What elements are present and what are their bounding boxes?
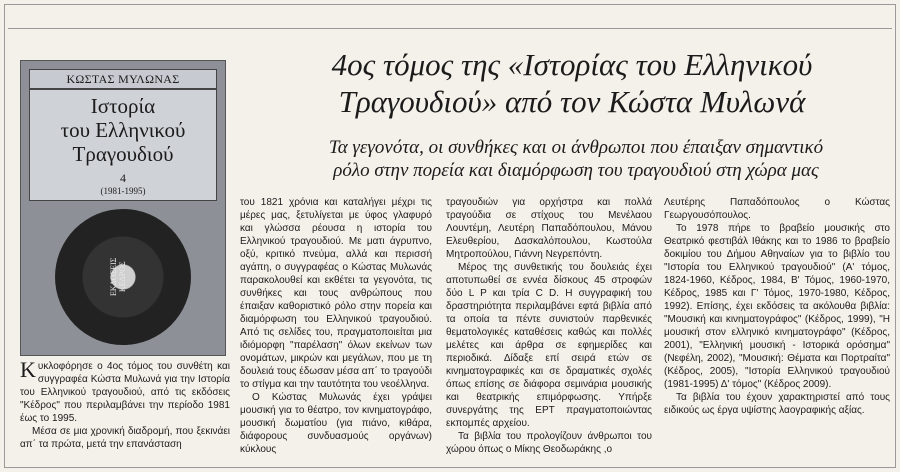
col3-paragraph-1: τραγουδιών για ορχήστρα και πολλά τραγούδια σε στίχους του Μενέλαου Λουντέμη, Λευτέρη Παπαδόπουλου, Μάνου Ελευθερίου, Δασκαλόπουλου, Κωστούλα Μητροπούλου, Γιάννη Νεγρεπόντη. xyxy=(446,197,652,260)
col1-p1-text: υκλοφόρησε ο 4ος τόμος του συνθέτη και συγγραφέα Κώστα Μυλωνά για την Ιστορία του Ελληνικού τραγουδιού, από τις εκδόσεις "Κέδρος" που περιλαμβάνει την περίοδο 1981 έως το 1995. xyxy=(20,361,230,424)
subhead-line2: ρόλο στην πορεία και διαμόρφωση του τραγουδιού στη χώρα μας xyxy=(333,160,819,181)
headline xyxy=(252,46,892,120)
col2-paragraph-2: Ο Κώστας Μυλωνάς έχει γράψει μουσική για το θέατρο, τον κινηματογράφο, μουσική δωματίου (για πιάνο, κιθάρα, διάφορους συνδυασμούς οργάνων) κύκλους xyxy=(240,392,432,455)
col3-paragraph-3: Τα βιβλία του προλογίζουν άνθρωποι του χώρου όπως ο Μίκης Θεοδωράκης ,ο xyxy=(446,431,652,455)
cover-title-line3: Τραγουδιού xyxy=(72,142,174,166)
column-1 xyxy=(20,357,230,451)
col1-paragraph-2: Μέσα σε μια χρονική διαδρομή, που ξεκινάει απ΄ τα πρώτα, μετά την επανάσταση xyxy=(20,426,230,450)
subhead-line1: Τα γεγονότα, οι συνθήκες και οι άνθρωποι που έπαιξαν σημαντικό xyxy=(328,137,824,158)
cover-title xyxy=(29,89,217,201)
headline-line1: 4ος τόμος της «Ιστορίας του Ελληνικού xyxy=(331,47,813,82)
col3-paragraph-2: Μέρος της συνθετικής του δουλειάς έχει αποτυπωθεί σε εννέα δίσκους 45 στροφών δύο L P και τρία C D. Η συγγραφική του δραστηριότητα περιλαμβάνει εφτά βιβλία από τα οποία τα πέντε συνιστούν παρθενικές θεματολογικές καταθέσεις καθώς και πολλές μελέτες και άρθρα σε εφημερίδες και περιοδικά. Δίδαξε επί σειρά ετών σε κινηματογραφικές και σε δραματικές σχολές όπως επίσης σε διάφορα σεμινάρια μουσικής και θεατρικής επιμόρφωσης. Υπήρξε συνεργάτης της ΕΡΤ πραγματοποιώντας εκπομπές αρχείου. xyxy=(446,262,652,429)
col1-paragraph-1 xyxy=(20,357,230,425)
col4-paragraph-1: Λευτέρης Παπαδόπουλος ο Κώστας Γεωργουσόπουλος. xyxy=(664,197,890,221)
disc-label: ΕΚΔΟΣΕΙΣ ΚΕΔΡΟΣ xyxy=(109,257,127,297)
column-2 xyxy=(240,196,432,456)
subheadline xyxy=(266,136,886,182)
col2-paragraph-1: του 1821 χρόνια και καταλήγει μέχρι τις μέρες μας, ξετυλίγεται με ύφος γλαφυρό και γλώσσα ρέουσα η ιστορία του Ελληνικού τραγουδιού. Με ματι άγρυπνο, οξύ, κριτικό πνεύμα, αλλά και περισσή αγάπη, ο συγγραφέας ο Κώστας Μυλωνάς παρακολουθεί και εκθέτει τα γεγονότα, τις συνθήκες και τους ανθρώπους που έπαιξαν καθοριστικό ρόλο στην πορεία και διαμόρφωση του Ελληνικού τραγουδιού. Από τις σελίδες του, πραγματοποιείται μια ιδιόμορφη "παρέλαση" όλων εκείνων των ονομάτων, μικρών και μεγάλων, που με τη δουλειά τους έδωσαν μέσα απ΄ το τραγούδι το στίγμα και την ταυτότητα του νεοέλληνα. xyxy=(240,197,432,390)
column-4 xyxy=(664,196,890,417)
cover-title-line2: του Ελληνικού xyxy=(60,118,186,142)
column-3 xyxy=(446,196,652,456)
col4-paragraph-3: Τα βιβλία του έχουν χαρακτηριστεί από τους ειδικούς ως έργα υψίστης λαογραφικής αξίας. xyxy=(664,392,890,416)
headline-line2: Τραγουδιού» από τον Κώστα Μυλωνά xyxy=(338,84,806,119)
cover-volume: 4 xyxy=(120,171,126,185)
col4-paragraph-2: Το 1978 πήρε το βραβείο μουσικής στο Θεατρικό φεστιβάλ Ιθάκης και το 1986 το βραβείο δοκιμίου του Δήμου Αθηναίων για το βιβλίο του "Ιστορία του Ελληνικού τραγουδιού" (Α' τόμος, 1824-1960, Κέδρος, 1984, Β' Τόμος, 1960-1970, Κέδρος, 1985 και Γ' Τόμος, 1970-1980, Κέδρος, 1992). Επίσης, έχει εκδόσεις τα ακόλουθα βιβλία: "Μουσική και κινηματογράφος" (Κέδρος, 1999), "Η μουσική στον ελληνικό κινηματογράφο" (Κέδρος, 2001), "Ελληνική μουσική - Ιστορικά ορόσημα" (Νεφέλη, 2002), "Μουσική: Θέματα και Πορτραίτα" (Κέδρος, 2005), "Ιστορία Ελληνικού τραγουδιού (1981-1995) Δ' τόμος" (Κέδρος 2009). xyxy=(664,223,890,390)
drop-cap: Κ xyxy=(20,357,36,382)
top-rule xyxy=(8,28,892,29)
vinyl-disc-graphic xyxy=(55,209,191,345)
cover-title-line1: Ιστορία xyxy=(90,94,156,118)
cover-author: ΚΩΣΤΑΣ ΜΥΛΩΝΑΣ xyxy=(29,69,217,89)
book-cover-image xyxy=(20,60,226,356)
cover-years: (1981-1995) xyxy=(100,186,146,196)
